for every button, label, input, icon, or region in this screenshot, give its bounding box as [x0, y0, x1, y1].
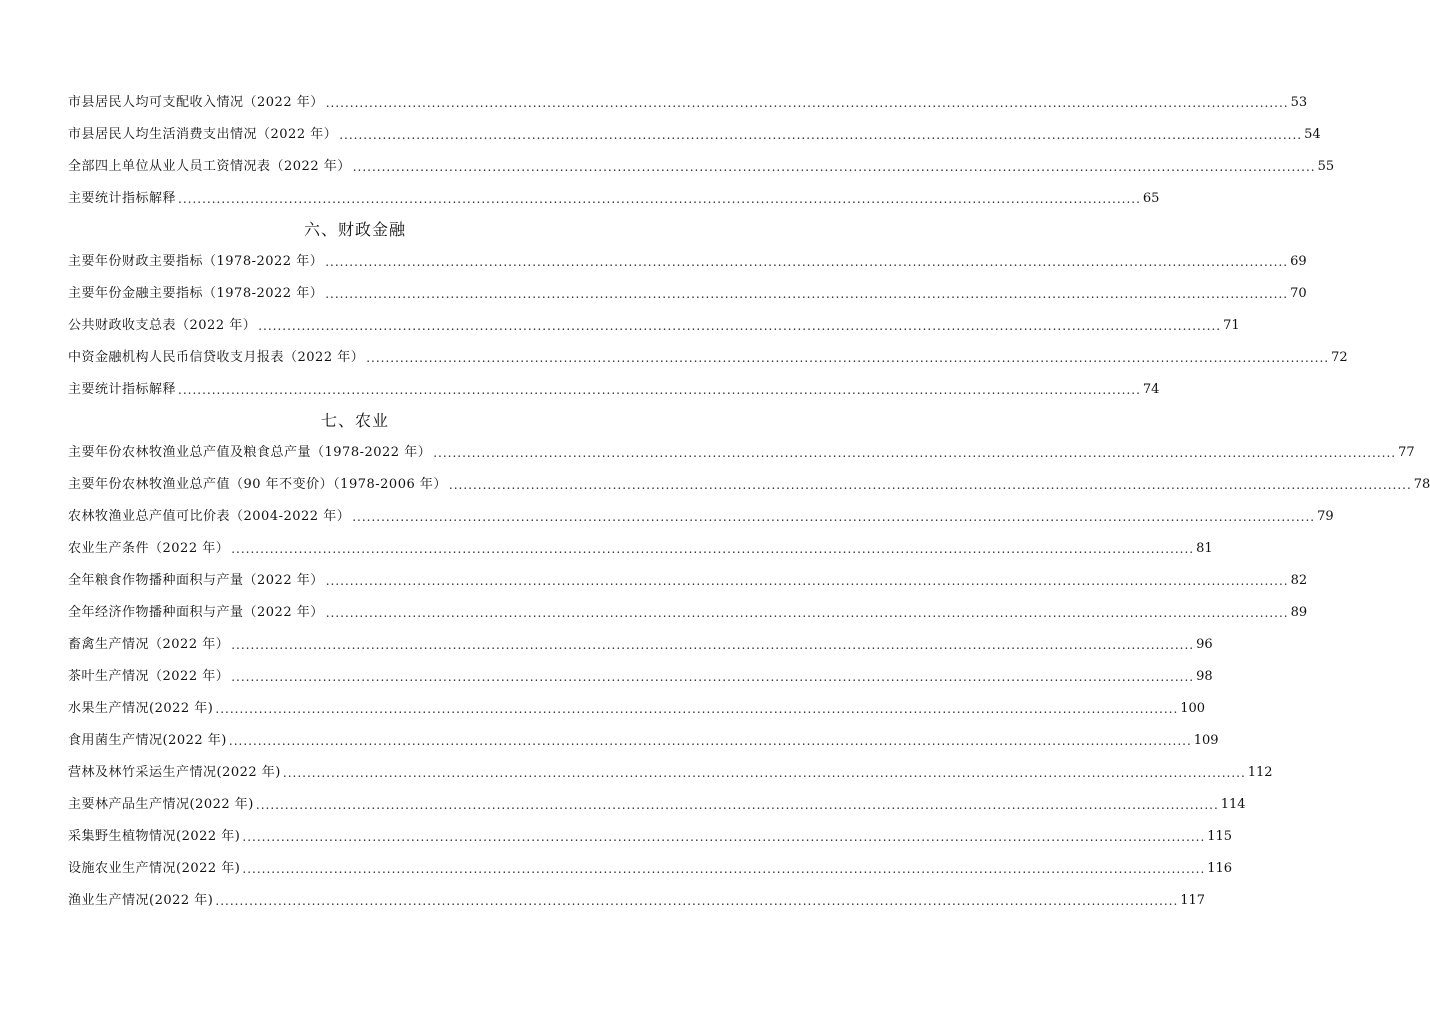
toc-entry-title: 全年经济作物播种面积与产量（2022 年）: [68, 605, 324, 620]
toc-entry-title: 采集野生植物情况(2022 年): [68, 829, 241, 844]
toc-entry-page: 74: [1142, 382, 1160, 397]
dot-leader: ........................................................................................................................................................................................................: [448, 478, 1412, 492]
toc-entry-page: 55: [1317, 159, 1335, 174]
toc-entry-page: 114: [1220, 797, 1246, 812]
toc-entry-page: 100: [1180, 701, 1206, 716]
dot-leader: ........................................................................................................................................................................................................: [231, 638, 1195, 652]
toc-entry-page: 77: [1398, 445, 1415, 460]
dot-leader: ........................................................................................................................................................................................................: [255, 798, 1219, 812]
toc-entry[interactable]: [68, 316, 1240, 336]
dot-leader: ........................................................................................................................................................................................................: [215, 894, 1179, 908]
toc-entry-page: 81: [1196, 541, 1213, 556]
toc-entry-page: 115: [1207, 829, 1233, 844]
toc-entry-page: 89: [1290, 605, 1308, 620]
toc-entry-title: 农林牧渔业总产值可比价表（2004-2022 年）: [68, 509, 351, 524]
dot-leader: ........................................................................................................................................................................................................: [352, 160, 1316, 174]
toc-entry[interactable]: [68, 475, 1430, 495]
dot-leader: ........................................................................................................................................................................................................: [231, 542, 1195, 556]
toc-entry-title: 主要统计指标解释: [68, 191, 177, 206]
toc-entry-title: 主要林产品生产情况(2022 年): [68, 797, 254, 812]
toc-entry[interactable]: [68, 93, 1308, 113]
toc-entry-page: 53: [1290, 95, 1308, 110]
toc-entry[interactable]: [68, 603, 1308, 623]
toc-entry[interactable]: [68, 827, 1233, 847]
section-heading-agriculture: 七、农业: [320, 411, 389, 430]
toc-entry-page: 79: [1317, 509, 1334, 524]
toc-entry-title: 农业生产条件（2022 年）: [68, 541, 230, 556]
toc-entry-title: 畜禽生产情况（2022 年）: [68, 637, 230, 652]
dot-leader: ........................................................................................................................................................................................................: [215, 702, 1179, 716]
toc-entry-page: 112: [1247, 765, 1273, 780]
toc-entry[interactable]: [68, 635, 1213, 655]
toc-entry[interactable]: [68, 571, 1308, 591]
toc-entry-page: 72: [1331, 350, 1348, 365]
toc-entry[interactable]: [68, 539, 1213, 559]
toc-entry[interactable]: [68, 731, 1219, 751]
toc-entry-title: 设施农业生产情况(2022 年): [68, 861, 241, 876]
dot-leader: ........................................................................................................................................................................................................: [339, 128, 1303, 142]
toc-entry[interactable]: [68, 859, 1233, 879]
toc-entry[interactable]: [68, 380, 1160, 400]
toc-entry[interactable]: [68, 348, 1348, 368]
toc-entry-title: 全部四上单位从业人员工资情况表（2022 年）: [68, 159, 351, 174]
toc-entry-page: 65: [1142, 191, 1160, 206]
dot-leader: ........................................................................................................................................................................................................: [228, 734, 1192, 748]
dot-leader: ........................................................................................................................................................................................................: [178, 192, 1141, 206]
dot-leader: ........................................................................................................................................................................................................: [325, 606, 1289, 620]
dot-leader: ........................................................................................................................................................................................................: [282, 766, 1246, 780]
toc-entry-title: 公共财政收支总表（2022 年）: [68, 318, 257, 333]
dot-leader: ........................................................................................................................................................................................................: [325, 255, 1289, 269]
toc-entry-page: 109: [1193, 733, 1219, 748]
toc-entry-title: 市县居民人均可支配收入情况（2022 年）: [68, 95, 324, 110]
toc-entry-page: 82: [1290, 573, 1308, 588]
toc-entry-title: 主要年份财政主要指标（1978-2022 年）: [68, 254, 324, 269]
toc-entry[interactable]: [68, 763, 1273, 783]
section-heading-finance: 六、财政金融: [303, 220, 406, 239]
toc-entry[interactable]: [68, 699, 1206, 719]
toc-entry[interactable]: [68, 157, 1335, 177]
dot-leader: ........................................................................................................................................................................................................: [231, 670, 1195, 684]
toc-entry[interactable]: [68, 443, 1415, 463]
toc-entry-title: 渔业生产情况(2022 年): [68, 893, 214, 908]
dot-leader: ........................................................................................................................................................................................................: [178, 383, 1141, 397]
toc-entry[interactable]: [68, 284, 1307, 304]
toc-entry-title: 水果生产情况(2022 年): [68, 701, 214, 716]
toc-entry[interactable]: [68, 189, 1160, 209]
toc-entry-page: 116: [1207, 861, 1233, 876]
dot-leader: ........................................................................................................................................................................................................: [325, 96, 1289, 110]
toc-entry-title: 市县居民人均生活消费支出情况（2022 年）: [68, 127, 338, 142]
toc-entry-title: 食用菌生产情况(2022 年): [68, 733, 227, 748]
toc-entry-title: 主要统计指标解释: [68, 382, 177, 397]
toc-entry-title: 茶叶生产情况（2022 年）: [68, 669, 230, 684]
toc-entry[interactable]: [68, 891, 1206, 911]
toc-entry-page: 117: [1180, 893, 1206, 908]
toc-entry[interactable]: [68, 125, 1321, 145]
toc-entry-page: 70: [1290, 286, 1307, 301]
dot-leader: ........................................................................................................................................................................................................: [352, 510, 1316, 524]
toc-entry-page: 98: [1196, 669, 1213, 684]
toc-entry-page: 78: [1413, 477, 1430, 492]
toc-entry-title: 主要年份农林牧渔业总产值及粮食总产量（1978-2022 年）: [68, 445, 432, 460]
dot-leader: ........................................................................................................................................................................................................: [366, 351, 1330, 365]
toc-entry[interactable]: [68, 507, 1334, 527]
toc-entry-title: 营林及林竹采运生产情况(2022 年): [68, 765, 281, 780]
dot-leader: ........................................................................................................................................................................................................: [325, 287, 1289, 301]
toc-entry-title: 中资金融机构人民币信贷收支月报表（2022 年）: [68, 350, 365, 365]
toc-entry[interactable]: [68, 795, 1246, 815]
toc-entry-page: 71: [1223, 318, 1240, 333]
toc-entry[interactable]: [68, 667, 1213, 687]
dot-leader: ........................................................................................................................................................................................................: [242, 830, 1206, 844]
toc-entry-page: 96: [1196, 637, 1213, 652]
toc-entry-title: 全年粮食作物播种面积与产量（2022 年）: [68, 573, 324, 588]
dot-leader: ........................................................................................................................................................................................................: [325, 574, 1289, 588]
dot-leader: ........................................................................................................................................................................................................: [433, 446, 1397, 460]
dot-leader: ........................................................................................................................................................................................................: [242, 862, 1206, 876]
toc-entry-title: 主要年份农林牧渔业总产值（90 年不变价）（1978-2006 年）: [68, 477, 447, 492]
dot-leader: ........................................................................................................................................................................................................: [258, 319, 1222, 333]
toc-entry-page: 54: [1304, 127, 1321, 142]
toc-entry[interactable]: [68, 252, 1307, 272]
toc-entry-page: 69: [1290, 254, 1307, 269]
toc-entry-title: 主要年份金融主要指标（1978-2022 年）: [68, 286, 324, 301]
